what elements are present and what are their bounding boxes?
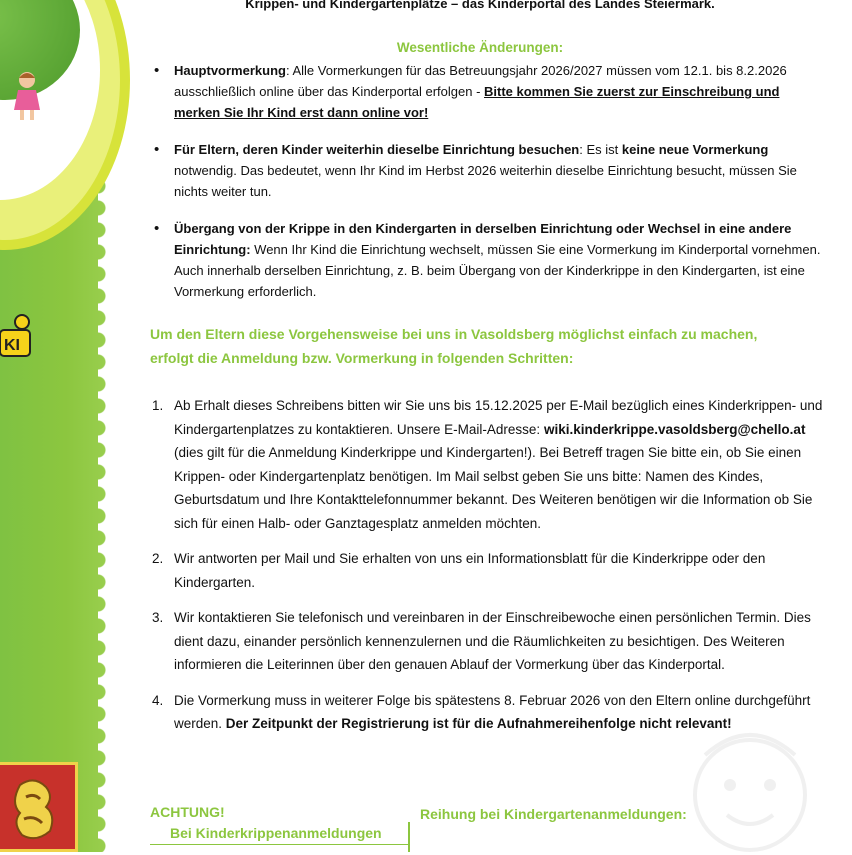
reihung-heading: Reihung bei Kindergartenanmeldungen: xyxy=(420,806,687,822)
bullet-text-2: notwendig. Das bedeutet, wenn Ihr Kind im Herbst 2026 weiterhin dieselbe Einrichtung besucht, müssen Sie nichts weiter tun. xyxy=(174,163,797,199)
step-text: Die Vormerkung muss in weiterer Folge bis spätestens 8. Februar 2026 von den Eltern online durchgeführt werden. xyxy=(174,692,811,731)
step-number: 1. xyxy=(152,398,164,413)
email-link[interactable]: wiki.kinderkrippe.vasoldsberg@chello.at xyxy=(543,421,806,437)
achtung-subheading: Bei Kinderkrippenanmeldungen xyxy=(150,822,410,845)
step-number: 4. xyxy=(152,692,164,708)
intro-line: Krippen- und Kindergartenplätze – das Kinderportal des Landes Steiermark. xyxy=(245,0,715,11)
bullet-emphasis: Bitte kommen Sie zuerst zur Einschreibung und merken Sie Ihr Kind erst dann online vor! xyxy=(174,84,780,120)
step-text-2: (dies gilt für die Anmeldung Kinderkrippe und Kindergarten!). Bei Betreff tragen Sie bitte ein, ob Sie einen Krippen- oder Kindergartenplatz benötigen. Im Mail selbst geben Sie uns bitte: Namen des Kindes, Geburtsdatum und Ihre Kontakttelefonnummer bekannt. Des Weiteren benötigen wir die Information ob Sie sich für einen Halb- oder Ganztagesplatz anmelden möchten. xyxy=(174,445,813,531)
bullet-lead: Hauptvormerkung xyxy=(174,63,286,78)
child-figure-icon xyxy=(10,70,44,122)
bullet-bold: keine neue Vormerkung xyxy=(621,142,769,157)
bullet-text: : Es ist xyxy=(579,142,622,157)
bullet-text: : Alle Vormerkungen für das Betreuungsjahr 2026/2027 müssen vom 12.1. bis 8.2.2026 ausschließlich online über das Kinderportal erfolgen - xyxy=(174,63,787,99)
bullet-lead: Übergang von der Krippe in den Kindergarten in derselben Einrichtung oder Wechsel in eine andere Einrichtung: xyxy=(174,221,792,257)
list-item xyxy=(174,60,824,123)
list-item xyxy=(174,139,824,202)
list-item xyxy=(152,689,824,736)
step-text: Ab Erhalt dieses Schreibens bitten wir Sie uns bis 15.12.2025 per E-Mail bezüglich eines Kinderkrippen- und Kindergartenplatzes zu kontaktieren. Unsere E-Mail-Adresse: xyxy=(174,398,823,437)
step-emphasis: Der Zeitpunkt der Registrierung ist für die Aufnahmereihenfolge nicht relevant! xyxy=(225,716,732,731)
step-text: Wir antworten per Mail und Sie erhalten von uns ein Informationsblatt für die Kinderkrippe oder den Kindergarten. xyxy=(174,551,766,590)
bullet-lead: Für Eltern, deren Kinder weiterhin dieselbe Einrichtung besuchen xyxy=(174,142,580,157)
list-item xyxy=(152,606,824,677)
wiki-badge-icon xyxy=(0,300,34,360)
badge-text: KI xyxy=(4,337,20,354)
section-title: Wesentliche Änderungen: xyxy=(396,40,564,55)
step-number: 2. xyxy=(152,551,164,566)
achtung-heading: ACHTUNG! xyxy=(150,804,225,820)
steps-title: Um den Eltern diese Vorgehensweise bei uns in Vasoldsberg möglichst einfach zu machen, erfolgt die Anmeldung bzw. Vormerkung in folgenden Schritten: xyxy=(150,326,758,366)
step-text: Wir kontaktieren Sie telefonisch und vereinbaren in der Einschreibewoche einen persönlichen Termin. Dies dient dazu, einander persönlich kennenzulernen und die Räumlichkeiten zu besichtigen. Des Weiteren informieren die Leiterinnen über den genauen Ablauf der Vormerkung über das Kinderportal. xyxy=(174,610,811,672)
list-item xyxy=(152,547,824,594)
step-number: 3. xyxy=(152,610,164,625)
column-divider xyxy=(408,822,410,852)
lion-crest-icon xyxy=(6,775,62,845)
list-item xyxy=(174,218,824,302)
municipal-crest xyxy=(0,762,78,852)
steps-list xyxy=(150,394,824,748)
changes-list xyxy=(150,60,824,318)
list-item xyxy=(152,394,824,535)
achtung-box xyxy=(150,802,410,845)
bullet-text: Wenn Ihr Kind die Einrichtung wechselt, müssen Sie eine Vormerkung im Kinderportal vornehmen. Auch innerhalb derselben Einrichtung, z. B. beim Übergang von der Kinderkrippe in den Kindergarten, ist eine Vormerkung erforderlich. xyxy=(174,242,821,299)
